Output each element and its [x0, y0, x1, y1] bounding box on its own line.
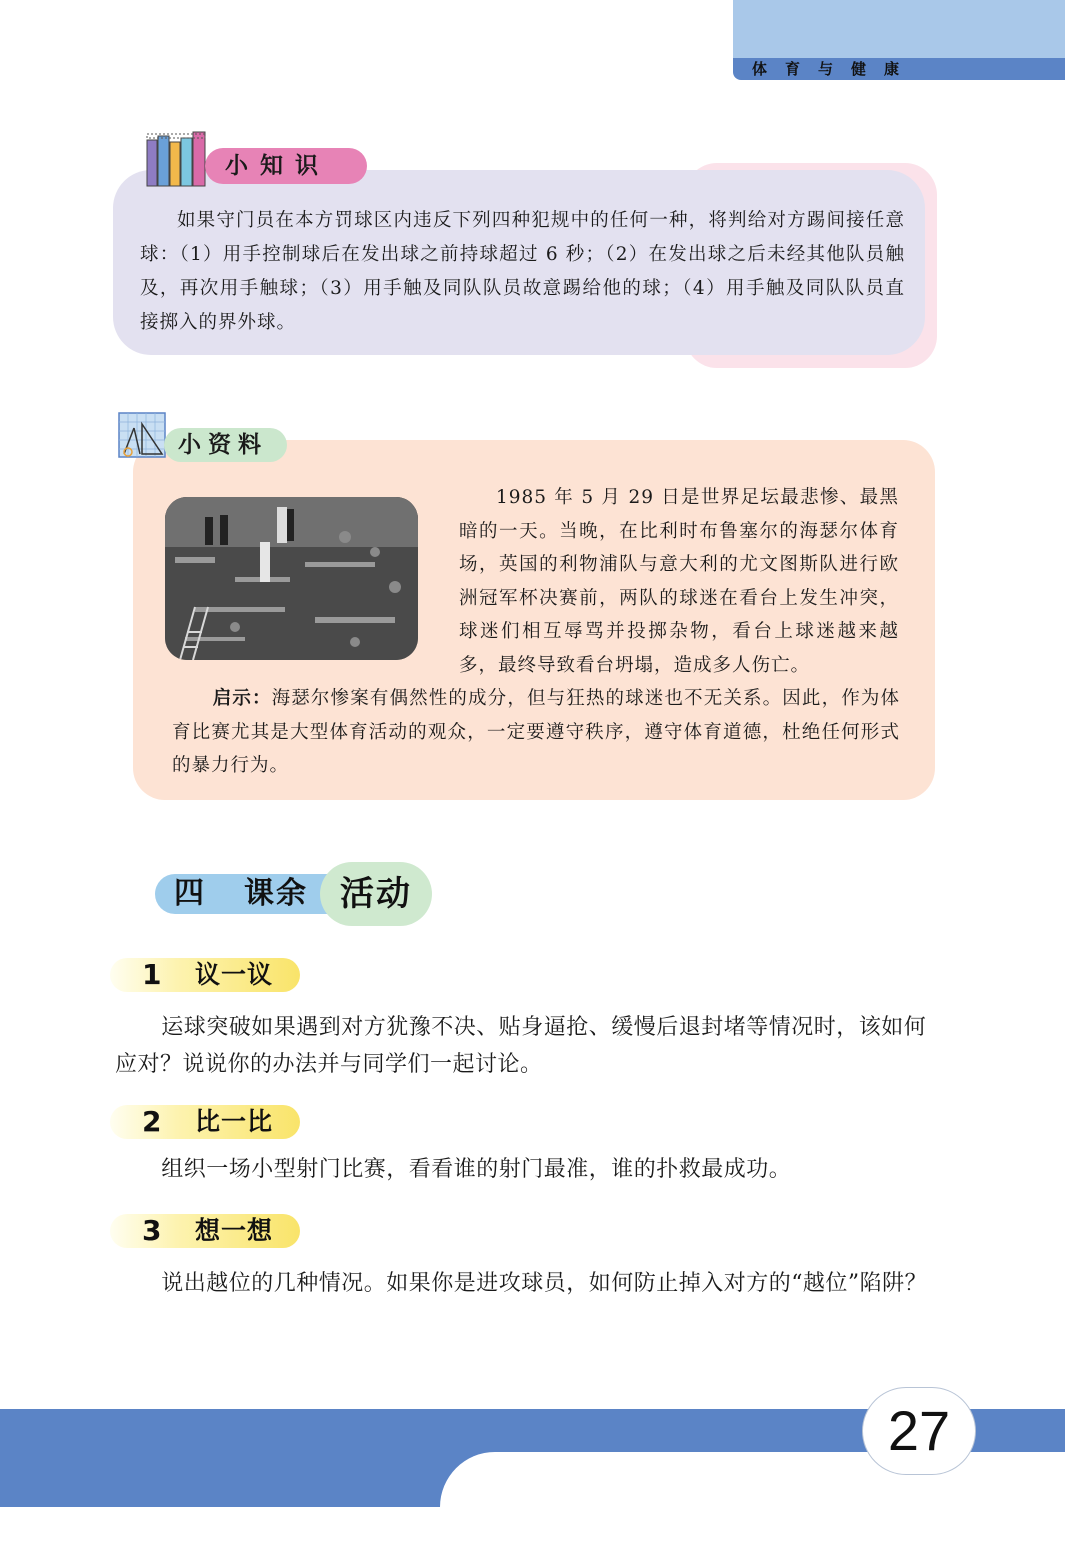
page-number: 27	[887, 1399, 951, 1462]
knowledge-label: 小知识	[225, 153, 330, 179]
insight-label: 启示：	[212, 688, 272, 709]
ruler-compass-icon	[116, 410, 168, 460]
activity-2-number: 2	[142, 1105, 162, 1138]
activity-3-paragraph: 说出越位的几种情况。如果你是进攻球员，如何防止掉入对方的“越位”陷阱？	[161, 1271, 928, 1296]
data-text	[459, 481, 899, 682]
knowledge-text	[140, 204, 905, 340]
activity-3-text	[115, 1265, 940, 1302]
activity-1-paragraph: 运球突破如果遇到对方犹豫不决、贴身逼抢、缓慢后退封堵等情况时，该如何应对？说说你的办法并与同学们一起讨论。	[115, 1015, 927, 1077]
section-title-part-a: 课余	[244, 876, 308, 911]
data-paragraph: 1985 年 5 月 29 日是世界足坛最悲惨、最黑暗的一天。当晚，在比利时布鲁塞尔的海瑟尔体育场，英国的利物浦队与意大利的尤文图斯队进行欧洲冠军杯决赛前，两队的球迷在看台上发生冲突，球迷们相互辱骂并投掷杂物，看台上球迷越来越多，最终导致看台坍塌，造成多人伤亡。	[459, 487, 899, 676]
header-light-band	[733, 0, 1065, 60]
knowledge-paragraph: 如果守门员在本方罚球区内违反下列四种犯规中的任何一种，将判给对方踢间接任意球：（1）用手控制球后在发出球之前持球超过 6 秒；（2）在发出球之后未经其他队员触及，再次用手触球；（3）用手触及同队队员故意踢给他的球；（4）用手触及同队队员直接掷入的界外球。	[140, 210, 905, 333]
section-number: 四	[174, 876, 204, 911]
activity-2-title: 比一比	[195, 1107, 274, 1136]
stadium-disaster-photo	[165, 497, 418, 660]
books-icon	[145, 128, 215, 188]
activity-1-title: 议一议	[195, 960, 274, 989]
section-title-part-b: 活动	[340, 874, 412, 914]
insight-paragraph	[172, 682, 900, 783]
insight-text	[172, 682, 900, 783]
activity-1-number: 1	[142, 958, 162, 991]
activity-1-text	[115, 1009, 940, 1083]
insight-body: 海瑟尔惨案有偶然性的成分，但与狂热的球迷也不无关系。因此，作为体育比赛尤其是大型体育活动的观众，一定要遵守秩序，遵守体育道德，杜绝任何形式的暴力行为。	[172, 688, 900, 776]
activity-2-text	[115, 1151, 940, 1188]
data-label: 小资料	[178, 432, 268, 458]
activity-2-paragraph: 组织一场小型射门比赛，看看谁的射门最准，谁的扑救最成功。	[161, 1157, 792, 1182]
header-title: 体育与健康	[752, 60, 918, 78]
activity-3-number: 3	[142, 1214, 162, 1247]
activity-3-title: 想一想	[195, 1216, 274, 1245]
